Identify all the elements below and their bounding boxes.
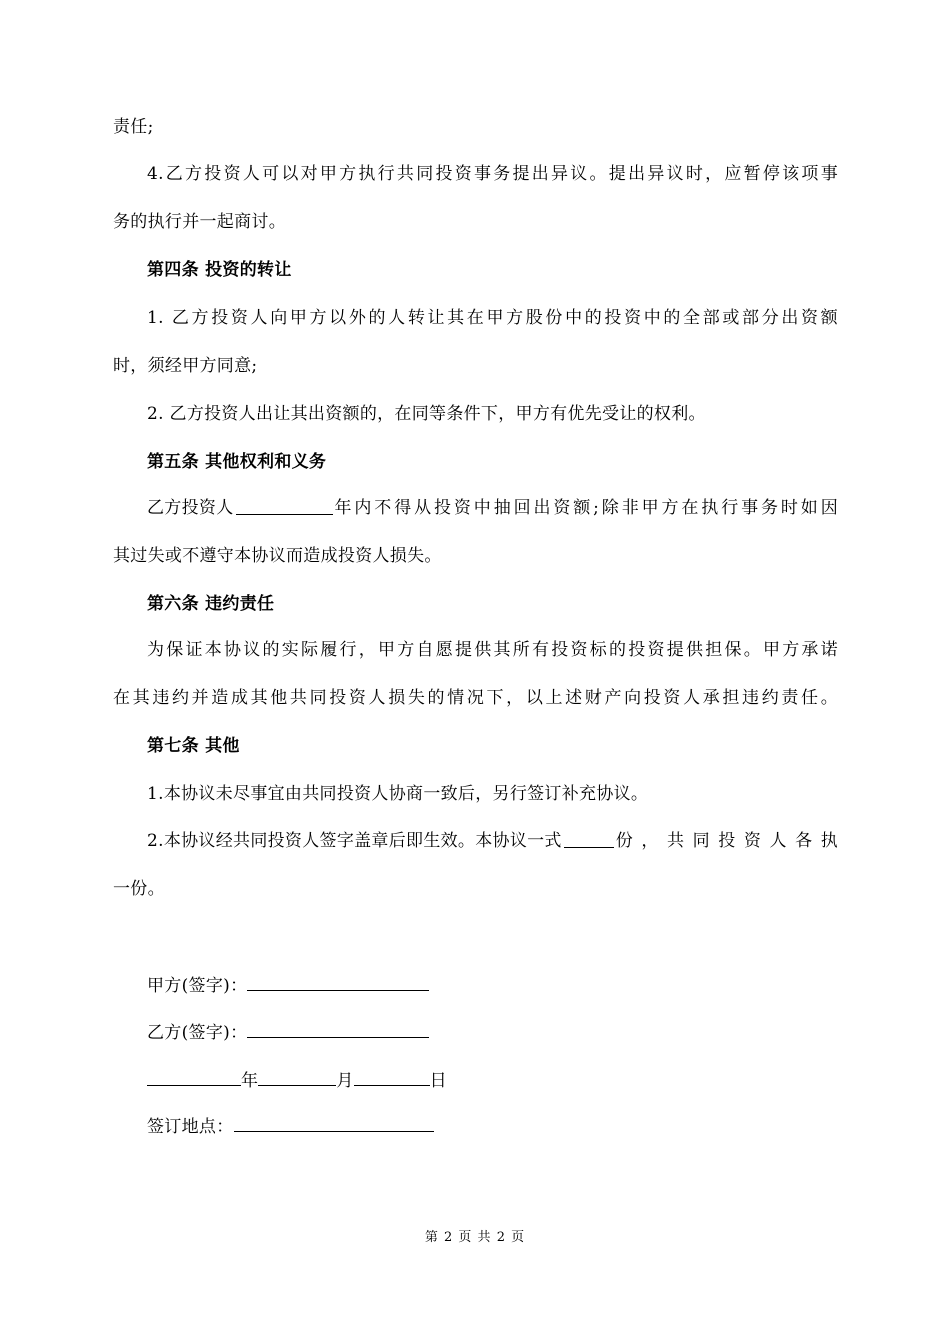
section-heading-article-4: 第四条 投资的转让	[147, 260, 292, 280]
paragraph-line: 一份。	[113, 879, 165, 899]
paragraph-line: 4.乙方投资人可以对甲方执行共同投资事务提出异议。提出异议时，应暂停该项事	[147, 164, 838, 184]
paragraph-text: 乙方投资人	[147, 498, 234, 518]
paragraph-line: 1.本协议未尽事宜由共同投资人协商一致后，另行签订补充协议。	[147, 784, 649, 804]
paragraph-line: 责任;	[113, 117, 154, 137]
signature-label: 乙方(签字)：	[147, 1023, 248, 1043]
paragraph-text: 年内不得从投资中抽回出资额;除非甲方在执行事务时如因	[334, 498, 838, 518]
fill-in-blank-copies[interactable]	[564, 829, 614, 848]
paragraph-line: 2. 乙方投资人出让其出资额的，在同等条件下，甲方有优先受让的权利。	[147, 404, 706, 424]
paragraph-line: 为保证本协议的实际履行，甲方自愿提供其所有投资标的投资提供担保。甲方承诺	[147, 640, 838, 660]
section-heading-article-7: 第七条 其他	[147, 736, 240, 756]
signature-line-party-b	[147, 1019, 838, 1043]
paragraph-line: 务的执行并一起商讨。	[113, 212, 286, 232]
signature-blank-party-b[interactable]	[247, 1019, 429, 1038]
fill-in-blank-years[interactable]	[236, 496, 333, 515]
signing-place-label: 签订地点：	[147, 1117, 234, 1137]
paragraph-text: 份，共同投资人各执	[615, 831, 838, 851]
date-blank-month[interactable]	[258, 1067, 336, 1086]
paragraph-line: 在其违约并造成其他共同投资人损失的情况下，以上述财产向投资人承担违约责任。	[113, 688, 838, 708]
signature-line-party-a	[147, 972, 838, 996]
signature-label: 甲方(签字)：	[147, 976, 248, 996]
paragraph-line	[147, 829, 838, 853]
paragraph-line: 其过失或不遵守本协议而造成投资人损失。	[113, 546, 442, 566]
date-line	[147, 1067, 838, 1091]
paragraph-line	[147, 496, 838, 520]
date-label-year: 年	[241, 1071, 259, 1091]
paragraph-line: 时，须经甲方同意;	[113, 356, 258, 376]
date-label-day: 日	[429, 1071, 447, 1091]
section-heading-article-6: 第六条 违约责任	[147, 594, 275, 614]
date-blank-day[interactable]	[354, 1067, 430, 1086]
section-heading-article-5: 第五条 其他权利和义务	[147, 452, 327, 472]
paragraph-text: 2.本协议经共同投资人签字盖章后即生效。本协议一式	[147, 831, 562, 851]
signing-place-line	[147, 1113, 838, 1137]
date-label-month: 月	[336, 1071, 354, 1091]
date-blank-year[interactable]	[147, 1067, 241, 1086]
paragraph-line: 1. 乙方投资人向甲方以外的人转让其在甲方股份中的投资中的全部或部分出资额	[147, 308, 838, 328]
signing-place-blank[interactable]	[234, 1113, 434, 1132]
signature-blank-party-a[interactable]	[247, 972, 429, 991]
page-footer: 第 2 页 共 2 页	[424, 1230, 526, 1245]
